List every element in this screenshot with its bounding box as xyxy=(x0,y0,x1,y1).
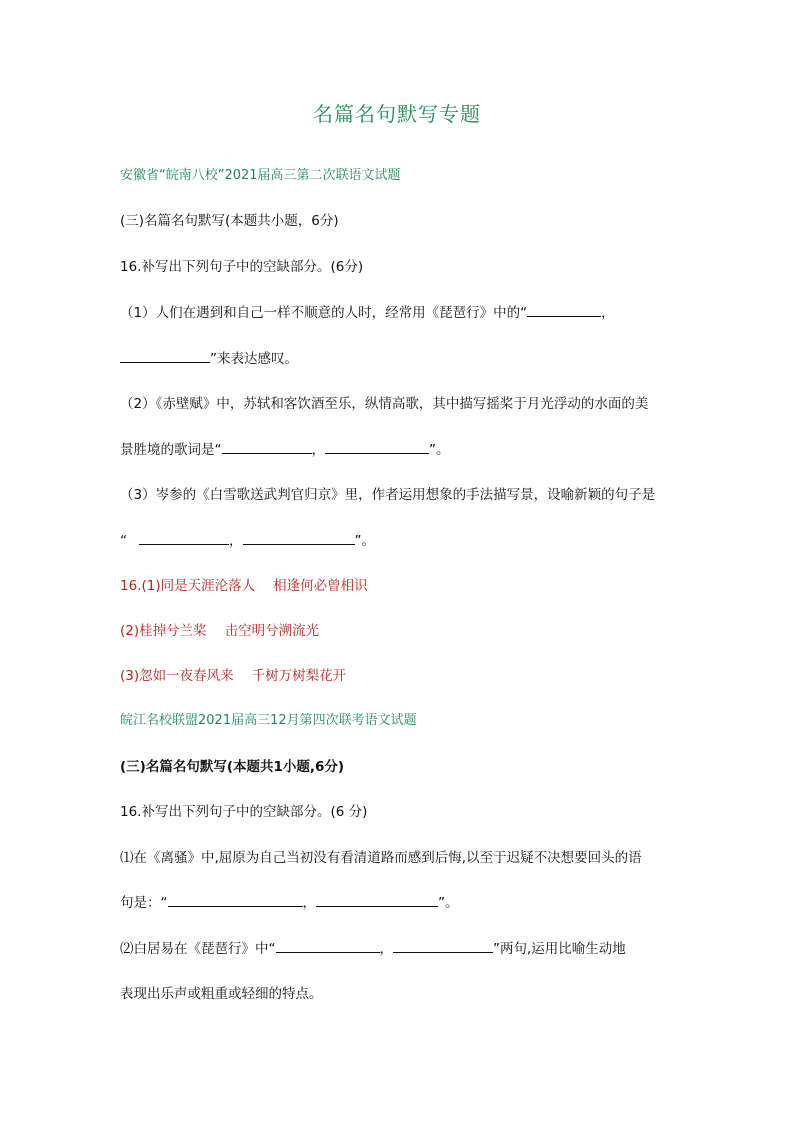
answer-blank[interactable] xyxy=(139,532,229,545)
section1-q1-line1 xyxy=(120,304,615,322)
answer-blank[interactable] xyxy=(243,532,355,545)
section1-q1-line2 xyxy=(120,350,298,368)
s2q2-comma: ， xyxy=(379,941,393,957)
answer-blank[interactable] xyxy=(276,940,380,953)
section1-header: (三)名篇名句默写(本题共小题，6分) xyxy=(120,213,339,229)
s2q2-tail: ”两句,运用比喻生动地 xyxy=(493,941,626,957)
section2-q2-line2: 表现出乐声或粗重或轻细的特点。 xyxy=(120,986,323,1002)
section1-q2-line2 xyxy=(120,441,450,459)
answer-line-2 xyxy=(120,622,319,640)
answer-blank[interactable] xyxy=(222,441,312,454)
section2-q1-line2 xyxy=(120,894,459,912)
answer-blank[interactable] xyxy=(393,940,493,953)
s2q2-text: ⑵白居易在《琵琶行》中“ xyxy=(120,941,276,957)
q2-tail: ”。 xyxy=(429,442,450,458)
section1-q2-line1: （2）《赤壁赋》中，苏轼和客饮酒至乐，纵情高歌，其中描写摇桨于月光浮动的水面的美 xyxy=(120,396,649,412)
section2-question: 16.补写出下列句子中的空缺部分。(6 分) xyxy=(120,804,368,820)
q1-tail: ”来表达感叹。 xyxy=(210,351,298,367)
section2-q1-line1: ⑴在《离骚》中,屈原为自己当初没有看清道路而感到后悔,以至于迟疑不决想要回头的语 xyxy=(120,850,642,866)
q3-tail: ”。 xyxy=(354,533,375,549)
section2-header: (三)名篇名句默写(本题共1小题,6分) xyxy=(120,759,345,775)
s2q1-text: 句是：“ xyxy=(120,895,168,911)
answer-blank[interactable] xyxy=(316,894,438,907)
q2-text: 景胜境的歌词是“ xyxy=(120,442,222,458)
s2q1-comma: ， xyxy=(302,895,316,911)
q1-text: （1）人们在遇到和自己一样不顺意的人时，经常用《琵琶行》中的“ xyxy=(120,305,528,321)
q2-comma: ， xyxy=(311,442,325,458)
answer-2b: 击空明兮溯流光 xyxy=(224,623,320,639)
section1-q3-line1: （3）岑参的《白雪歌送武判官归京》里，作者运用想象的手法描写景，设喻新颖的句子是 xyxy=(120,487,656,503)
answer-3b: 千树万树梨花开 xyxy=(251,668,347,684)
q3-open-quote: “ xyxy=(120,533,127,549)
answer-blank[interactable] xyxy=(120,350,210,363)
section1-source: 安徽省“皖南八校”2021届高三第二次联语文试题 xyxy=(120,168,401,183)
page-title: 名篇名句默写专题 xyxy=(313,102,481,126)
answer-2a: (2)桂掉兮兰桨 xyxy=(120,623,207,639)
q1-comma: ， xyxy=(601,305,615,321)
answer-blank[interactable] xyxy=(325,441,429,454)
answer-blank[interactable] xyxy=(527,304,601,317)
section1-question: 16.补写出下列句子中的空缺部分。(6分) xyxy=(120,259,364,275)
answer-1a: 16.(1)同是天涯沦落人 xyxy=(120,578,256,594)
answer-blank[interactable] xyxy=(168,894,303,907)
answer-1b: 相逢何必曾相识 xyxy=(273,578,368,594)
section2-source: 皖江名校联盟2021届高三12月第四次联考语文试题 xyxy=(120,713,417,728)
answer-line-1 xyxy=(120,577,368,595)
q3-comma: ， xyxy=(229,533,243,549)
answer-3a: (3)忽如一夜春风来 xyxy=(120,668,234,684)
section2-q2-line1 xyxy=(120,940,626,958)
answer-line-3 xyxy=(120,667,346,685)
s2q1-tail: ”。 xyxy=(438,895,459,911)
section1-q3-line2 xyxy=(120,532,375,550)
